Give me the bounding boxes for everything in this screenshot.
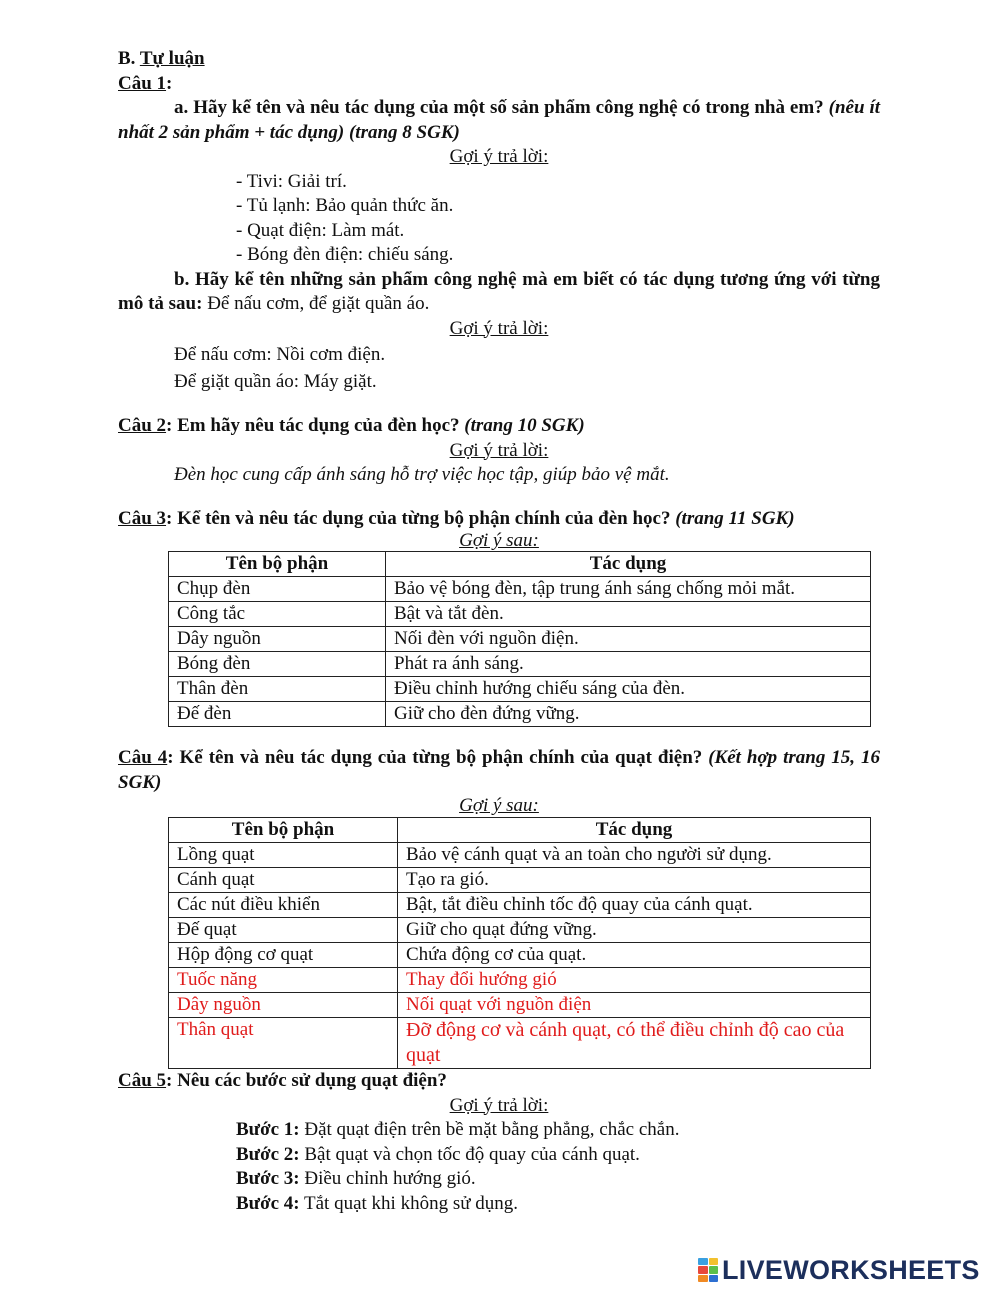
q1a-answer: - Tivi: Giải trí. <box>236 170 347 192</box>
part-cell: Lồng quạt <box>169 843 398 868</box>
table-row-highlighted <box>169 993 871 1018</box>
q4-label: Câu 4 <box>118 747 168 768</box>
section-title: Tự luận <box>139 48 205 69</box>
liveworksheets-wordmark: LIVEWORKSHEETS <box>722 1254 980 1285</box>
part-cell: Đế quạt <box>169 918 398 943</box>
function-cell: Bật và tắt đèn. <box>386 602 871 627</box>
q2-note: (trang 10 SGK) <box>464 415 585 436</box>
spacer <box>118 395 880 414</box>
q2-answer: Đèn học cung cấp ánh sáng hỗ trợ việc học tập, giúp bảo vệ mắt. <box>174 464 670 485</box>
q5-hint: Gợi ý trả lời: <box>449 1094 549 1116</box>
part-cell: Cánh quạt <box>169 868 398 893</box>
q1a-answer: - Tủ lạnh: Bảo quản thức ăn. <box>236 195 454 216</box>
fan-parts-table <box>168 817 871 1069</box>
table-row <box>169 893 871 918</box>
q4-question <box>118 746 880 795</box>
q1-label-text: Câu 1 <box>118 72 167 94</box>
q1b-answer-list <box>118 341 880 395</box>
spacer <box>118 488 880 507</box>
q1a-answer-list <box>118 170 880 268</box>
step-label: Bước 2: <box>236 1143 300 1165</box>
q4-hint: Gợi ý sau: <box>459 795 539 816</box>
step-item <box>118 1118 880 1143</box>
function-cell: Tạo ra gió. <box>398 868 871 893</box>
function-cell: Chứa động cơ của quạt. <box>398 943 871 968</box>
q2-question <box>118 414 880 439</box>
q1a-question <box>118 96 880 145</box>
step-text: Điều chỉnh hướng gió. <box>299 1168 476 1189</box>
q5-question <box>118 1069 880 1094</box>
function-cell: Nối quạt với nguồn điện <box>398 993 871 1018</box>
part-cell: Bóng đèn <box>169 652 386 677</box>
q1a-hint: Gợi ý trả lời: <box>449 146 549 167</box>
q5-label: Câu 5 <box>118 1070 167 1091</box>
function-cell: Nối đèn với nguồn điện. <box>386 627 871 652</box>
part-cell: Tuốc năng <box>169 968 398 993</box>
liveworksheets-logo <box>698 1253 980 1287</box>
step-item <box>118 1192 880 1217</box>
step-item <box>118 1143 880 1168</box>
table-row-highlighted <box>169 968 871 993</box>
q4-note: (Kết hợp trang 15, 16 SGK) <box>118 747 880 793</box>
function-cell: Giữ cho quạt đứng vững. <box>398 918 871 943</box>
table-row <box>169 677 871 702</box>
step-text: Đặt quạt điện trên bề mặt bằng phẳng, chắc chắn. <box>299 1119 680 1140</box>
part-cell: Thân quạt <box>169 1018 398 1069</box>
function-cell: Thay đổi hướng gió <box>398 968 871 993</box>
part-cell: Dây nguồn <box>169 993 398 1018</box>
step-item <box>118 1167 880 1192</box>
q3-text: : Kể tên và nêu tác dụng của từng bộ phận chính của đèn học? <box>166 507 671 529</box>
q4-text: : Kể tên và nêu tác dụng của từng bộ phận chính của quạt điện? <box>167 747 703 768</box>
q1a-answer: - Bóng đèn điện: chiếu sáng. <box>236 244 454 265</box>
step-label: Bước 1: <box>236 1119 300 1140</box>
function-cell: Điều chỉnh hướng chiếu sáng của đèn. <box>386 677 871 702</box>
function-cell: Bảo vệ bóng đèn, tập trung ánh sáng chống mỏi mắt. <box>386 577 871 602</box>
q2-label: Câu 2 <box>118 415 167 436</box>
step-label: Bước 4: <box>236 1192 300 1214</box>
table-row <box>169 577 871 602</box>
step-text: Bật quạt và chọn tốc độ quay của cánh quạt. <box>299 1143 640 1165</box>
function-cell: Bảo vệ cánh quạt và an toàn cho người sử dụng. <box>398 843 871 868</box>
q2-text: : Em hãy nêu tác dụng của đèn học? <box>166 415 460 436</box>
table-header-row <box>169 818 871 843</box>
q5-steps <box>118 1118 880 1216</box>
table-row <box>169 943 871 968</box>
table-row <box>169 627 871 652</box>
table-row <box>169 918 871 943</box>
q1b-question <box>118 268 880 317</box>
part-cell: Công tắc <box>169 602 386 627</box>
part-cell: Chụp đèn <box>169 577 386 602</box>
part-cell: Đế đèn <box>169 702 386 727</box>
section-prefix: B. <box>118 48 140 69</box>
part-cell: Dây nguồn <box>169 627 386 652</box>
step-label: Bước 3: <box>236 1168 300 1189</box>
q1b-hint: Gợi ý trả lời: <box>449 317 549 339</box>
q3-hint: Gợi ý sau: <box>459 530 539 551</box>
q1b-rest: Để nấu cơm, để giặt quần áo. <box>207 293 430 314</box>
q1b-text: b. Hãy kể tên những sản phẩm công nghệ mà em biết có tác dụng tương ứng với từng mô tả sau: <box>118 268 880 314</box>
part-cell: Thân đèn <box>169 677 386 702</box>
q1a-answer: - Quạt điện: Làm mát. <box>236 219 405 241</box>
table-header-function: Tác dụng <box>386 552 871 577</box>
table-header-part: Tên bộ phận <box>169 818 398 843</box>
worksheet-page <box>118 47 880 1216</box>
table-row <box>169 868 871 893</box>
q3-question <box>118 507 880 532</box>
function-cell: Phát ra ánh sáng. <box>386 652 871 677</box>
table-row <box>169 602 871 627</box>
table-header-row <box>169 552 871 577</box>
q5-text: : Nêu các bước sử dụng quạt điện? <box>166 1070 447 1091</box>
q1-label: Câu 1: <box>118 72 173 94</box>
table-header-function: Tác dụng <box>398 818 871 843</box>
spacer <box>118 727 880 746</box>
q3-note: (trang 11 SGK) <box>675 507 795 529</box>
function-cell: Bật, tắt điều chỉnh tốc độ quay của cánh quạt. <box>398 893 871 918</box>
q1b-answer: Để nấu cơm: Nồi cơm điện. <box>174 344 386 365</box>
part-cell: Hộp động cơ quạt <box>169 943 398 968</box>
table-row <box>169 702 871 727</box>
liveworksheets-mark-icon <box>698 1258 718 1282</box>
lamp-parts-table <box>168 551 871 727</box>
step-text: Tắt quạt khi không sử dụng. <box>299 1192 519 1214</box>
q3-label: Câu 3 <box>118 507 167 529</box>
table-row <box>169 652 871 677</box>
table-header-part: Tên bộ phận <box>169 552 386 577</box>
q1a-text: a. Hãy kể tên và nêu tác dụng của một số sản phẩm công nghệ có trong nhà em? <box>174 97 824 118</box>
q1a-note: (nêu ít nhất 2 sản phẩm + tác dụng) (trang 8 SGK) <box>118 97 881 143</box>
q1b-answer: Để giặt quần áo: Máy giặt. <box>174 371 377 392</box>
table-row-highlighted <box>169 1018 871 1069</box>
part-cell: Các nút điều khiển <box>169 893 398 918</box>
q2-hint: Gợi ý trả lời: <box>449 439 549 461</box>
table-row <box>169 843 871 868</box>
function-cell: Đỡ động cơ và cánh quạt, có thể điều chỉnh độ cao của quạt <box>398 1018 871 1069</box>
function-cell: Giữ cho đèn đứng vững. <box>386 702 871 727</box>
section-heading <box>118 47 880 72</box>
